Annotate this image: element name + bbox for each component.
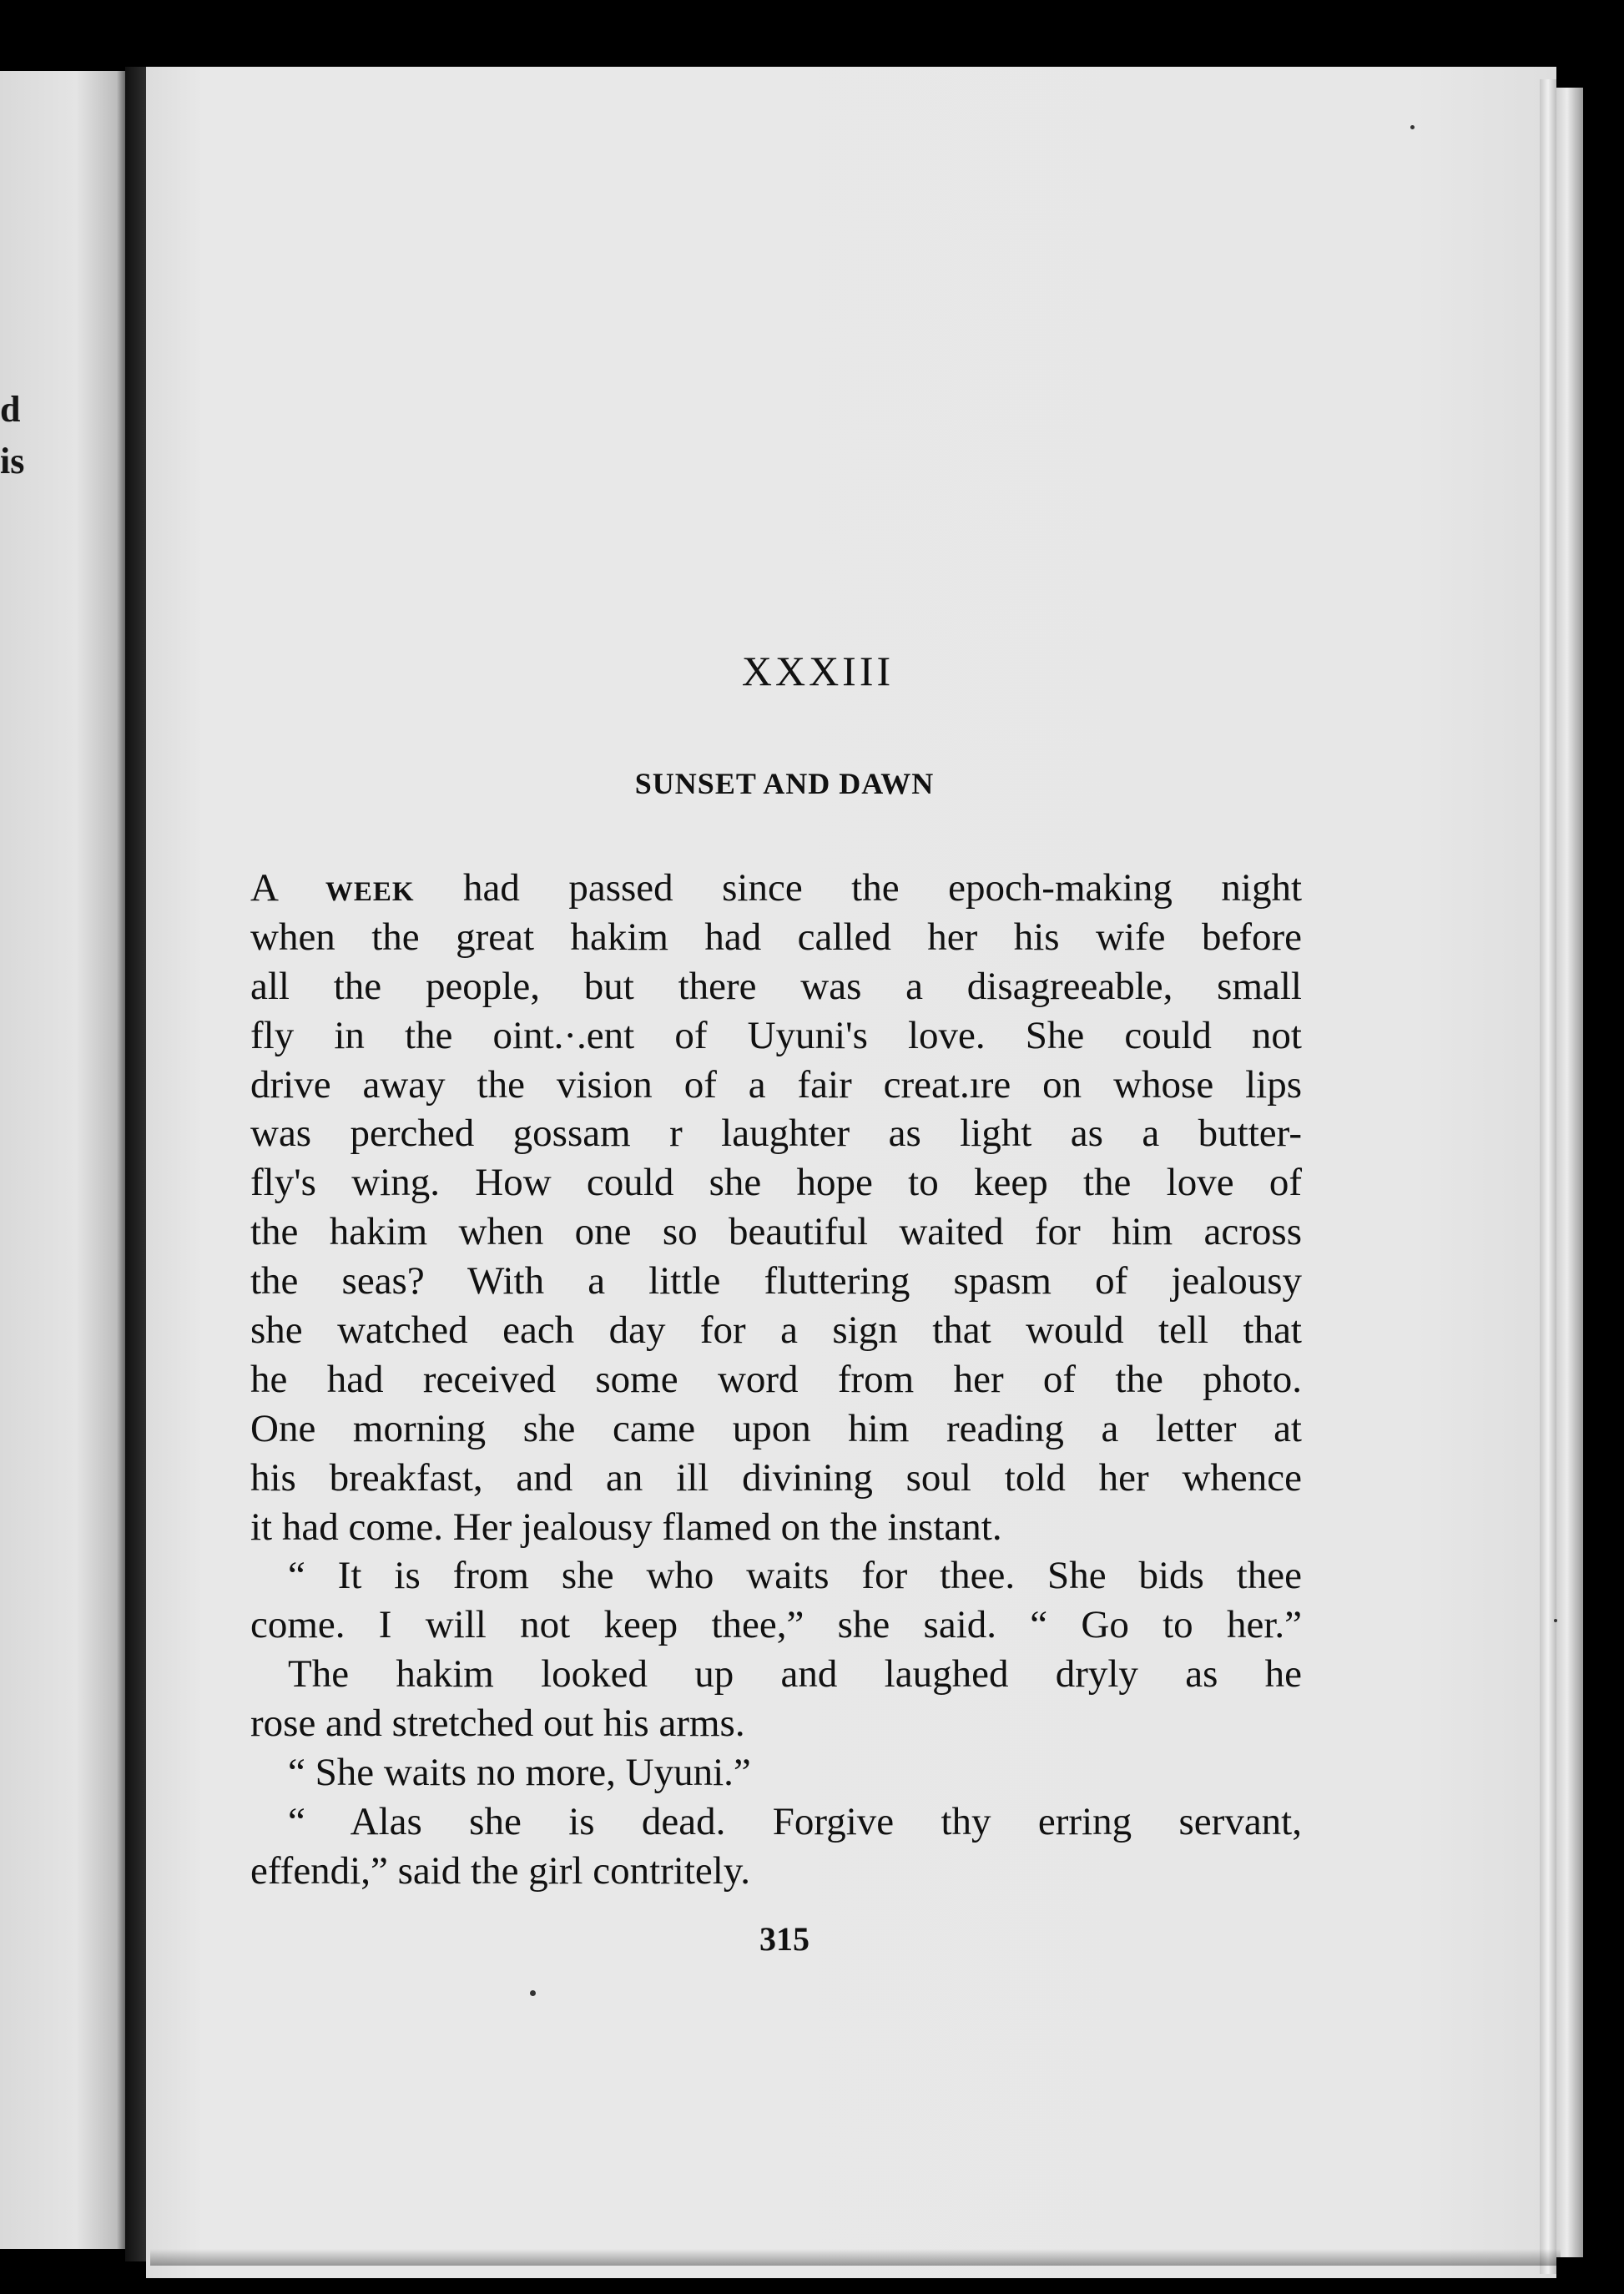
page-edge [1540, 79, 1556, 2274]
text-line: “ She waits no more, Uyuni.” [288, 1751, 751, 1795]
previous-page-text [0, 384, 24, 487]
dust-speck [1410, 125, 1415, 129]
page-edge-outer [1556, 88, 1583, 2257]
page-number: 315 [759, 1920, 809, 1958]
text-line: drive away the vision of a fair creat.ıre on whose lips [250, 1062, 1302, 1107]
chapter-title: SUNSET AND DAWN [634, 767, 935, 800]
text-line: was perched gossam r laughter as light as a butter- [250, 1112, 1302, 1156]
text-line: come. I will not keep thee,” she said. “ Go to her.” [250, 1603, 1302, 1647]
text-line: fly's wing. How could she hope to keep the love of [250, 1161, 1302, 1205]
text-line: his breakfast, and an ill divining soul told her whence [250, 1455, 1302, 1500]
text-line-first [250, 864, 1302, 913]
text-line: when the great hakim had called her his wife before [250, 915, 1302, 959]
body-text [250, 864, 1302, 1896]
previous-page-fragment-2: is [0, 441, 25, 481]
text-line: all the people, but there was a disagreeable, small [250, 964, 1302, 1008]
first-line-rest: had passed since the epoch-making night [463, 866, 1303, 910]
text-line: The hakim looked up and laughed dryly as he [288, 1652, 1302, 1697]
text-line: fly in the oint.·.ent of Uyuni's love. She could not [250, 1013, 1302, 1057]
text-line: it had come. Her jealousy flamed on the instant. [250, 1505, 1002, 1549]
text-line: “ It is from she who waits for thee. She bids thee [288, 1554, 1302, 1598]
dust-speck [1554, 1619, 1557, 1622]
page-bottom-shadow [150, 2249, 1561, 2266]
text-line: the hakim when one so beautiful waited for him across [250, 1210, 1302, 1254]
text-line: he had received some word from her of the photo. [250, 1357, 1302, 1401]
text-line: “ Alas she is dead. Forgive thy erring servant, [288, 1799, 1302, 1843]
text-line: One morning she came upon him reading a letter at [250, 1406, 1302, 1450]
text-line: rose and stretched out his arms. [250, 1702, 745, 1746]
text-line: effendi,” said the girl contritely. [250, 1848, 751, 1893]
text-line: the seas? With a little fluttering spasm of jealousy [250, 1259, 1302, 1303]
dust-speck [530, 1990, 536, 1996]
drop-letter: A [250, 866, 277, 910]
previous-page-fragment-1: d [0, 389, 21, 430]
previous-page-edge [0, 71, 127, 2249]
text-line: she watched each day for a sign that would tell that [250, 1308, 1302, 1353]
small-caps-word: week [325, 866, 415, 910]
chapter-number: XXXIII [741, 648, 895, 694]
